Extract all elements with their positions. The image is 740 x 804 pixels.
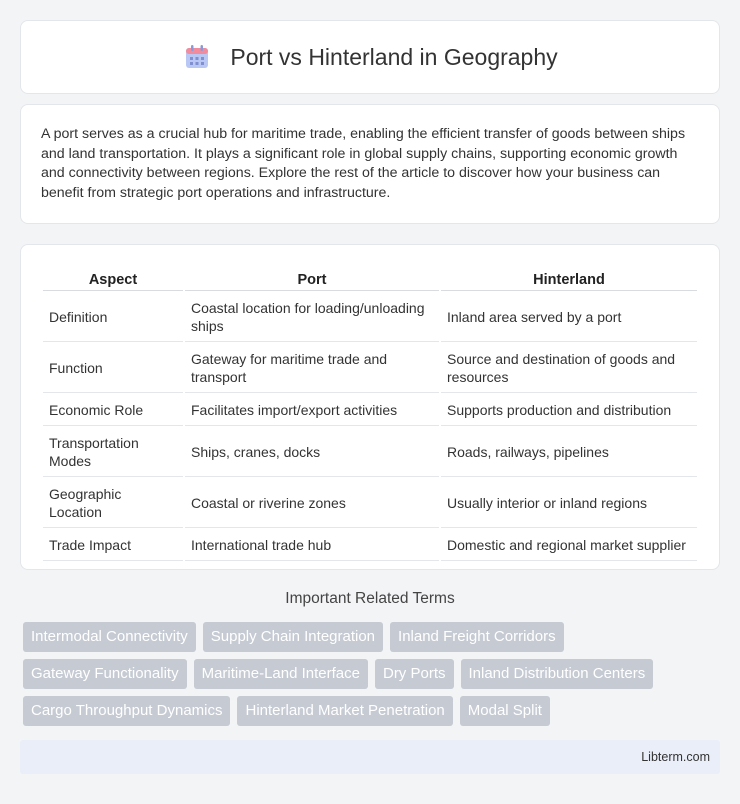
table-cell-port: Ships, cranes, docks: [185, 428, 439, 477]
table-cell-aspect: Geographic Location: [43, 479, 183, 528]
column-header-port: Port: [185, 267, 439, 291]
comparison-table-card: [20, 244, 720, 570]
related-term-tag[interactable]: Supply Chain Integration: [203, 622, 383, 652]
table-cell-port: Coastal location for loading/unloading ships: [185, 293, 439, 342]
related-term-tag[interactable]: Hinterland Market Penetration: [237, 696, 452, 726]
table-cell-port: International trade hub: [185, 530, 439, 561]
related-terms-title: Important Related Terms: [285, 590, 455, 607]
table-row: [43, 428, 697, 477]
table-cell-port: Gateway for maritime trade and transport: [185, 344, 439, 393]
table-cell-aspect: Transportation Modes: [43, 428, 183, 477]
comparison-table: [41, 265, 699, 563]
table-cell-port: Facilitates import/export activities: [185, 395, 439, 426]
related-term-tag[interactable]: Inland Distribution Centers: [461, 659, 654, 689]
related-term-tag[interactable]: Intermodal Connectivity: [23, 622, 196, 652]
table-cell-aspect: Definition: [43, 293, 183, 342]
page-title: Port vs Hinterland in Geography: [230, 43, 558, 70]
table-row: [43, 479, 697, 528]
table-row: [43, 395, 697, 426]
footer: [20, 740, 720, 774]
table-cell-hinterland: Roads, railways, pipelines: [441, 428, 697, 477]
table-row: [43, 293, 697, 342]
table-header-row: [43, 267, 697, 291]
table-cell-hinterland: Supports production and distribution: [441, 395, 697, 426]
table-row: [43, 344, 697, 393]
intro-paragraph: A port serves as a crucial hub for maritime trade, enabling the efficient transfer of goods between ships and land transportation. It plays a significant role in global supply chains, supporting economic growth and connectivity between regions. Explore the rest of the article to discover how your business can benefit from strategic port operations and infrastructure.: [41, 126, 686, 201]
related-term-tag[interactable]: Cargo Throughput Dynamics: [23, 696, 230, 726]
footer-site-link[interactable]: Libterm.com: [641, 750, 710, 764]
table-cell-aspect: Economic Role: [43, 395, 183, 426]
table-cell-hinterland: Inland area served by a port: [441, 293, 697, 342]
table-cell-hinterland: Usually interior or inland regions: [441, 479, 697, 528]
table-cell-aspect: Trade Impact: [43, 530, 183, 561]
table-cell-port: Coastal or riverine zones: [185, 479, 439, 528]
related-term-tag[interactable]: Inland Freight Corridors: [390, 622, 564, 652]
related-term-tag[interactable]: Modal Split: [460, 696, 550, 726]
related-terms-list: [23, 622, 723, 733]
column-header-aspect: Aspect: [43, 267, 183, 291]
intro-card: [20, 104, 720, 224]
calendar-icon: [182, 42, 212, 72]
related-term-tag[interactable]: Gateway Functionality: [23, 659, 187, 689]
table-cell-hinterland: Domestic and regional market supplier: [441, 530, 697, 561]
table-row: [43, 530, 697, 561]
related-term-tag[interactable]: Dry Ports: [375, 659, 454, 689]
header-card: [20, 20, 720, 94]
table-cell-aspect: Function: [43, 344, 183, 393]
column-header-hinterland: Hinterland: [441, 267, 697, 291]
table-cell-hinterland: Source and destination of goods and resources: [441, 344, 697, 393]
related-term-tag[interactable]: Maritime-Land Interface: [194, 659, 368, 689]
